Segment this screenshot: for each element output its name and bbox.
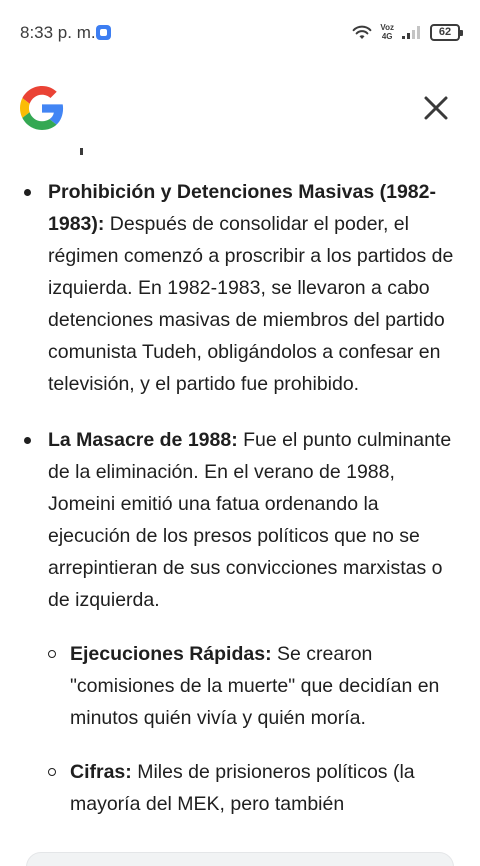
list-item-text: Fue el punto culminante de la eliminación. En el verano de 1988, Jomeini emitió una fatua ordenando la ejecución de los presos políticos que no se arrepintieran de sus convicciones marxistas o de izquierda.: [48, 429, 452, 611]
status-indicators: [352, 20, 460, 44]
bullet-list: [0, 176, 480, 820]
hollow-bullet: [48, 650, 56, 658]
status-time: 8:33 p. m.: [20, 23, 96, 42]
sub-list-item: [48, 638, 460, 734]
app-notification-icon: [96, 25, 111, 40]
status-bar: [0, 0, 480, 64]
bullet-dot: [24, 437, 31, 444]
list-item-title: La Masacre de 1988:: [48, 429, 238, 451]
list-item-text: Después de consolidar el poder, el régimen comenzó a proscribir a los partidos de izquierda. En 1982-1983, se llevaron a cabo detenciones masivas de miembros del partido comunista Tudeh, obligándolos a confesar en televisión, y el partido fue prohibido.: [48, 213, 454, 395]
sub-item-text: Se crearon "comisiones de la muerte" que decidían en minutos quién vivía y quién moría.: [70, 643, 440, 729]
network-type-label: [380, 23, 394, 41]
google-g-logo: [20, 86, 64, 130]
sub-item-title: Ejecuciones Rápidas:: [70, 643, 272, 665]
answer-content[interactable]: [0, 148, 480, 838]
sub-item-title: Cifras:: [70, 761, 132, 783]
battery-icon: [430, 24, 460, 41]
list-item-title: Prohibición y Detenciones Masivas (1982-1983):: [48, 181, 436, 235]
list-item: [0, 424, 480, 820]
hollow-bullet: [48, 768, 56, 776]
sub-list-item: [48, 756, 460, 820]
close-icon[interactable]: [420, 92, 452, 124]
app-header: [0, 64, 480, 154]
wifi-icon: [352, 24, 372, 40]
sub-item-text: Miles de prisioneros políticos (la mayoría del MEK, pero también: [70, 761, 415, 815]
list-item: [0, 176, 480, 400]
battery-level: 62: [438, 26, 452, 38]
sub-bullet-list: [48, 638, 460, 820]
truncated-text-fragment: [80, 148, 83, 155]
voz-label: Voz: [380, 23, 394, 32]
bottom-input-bar[interactable]: [26, 852, 454, 866]
bullet-dot: [24, 189, 31, 196]
4g-label: 4G: [381, 32, 393, 41]
signal-icon: [402, 25, 422, 39]
